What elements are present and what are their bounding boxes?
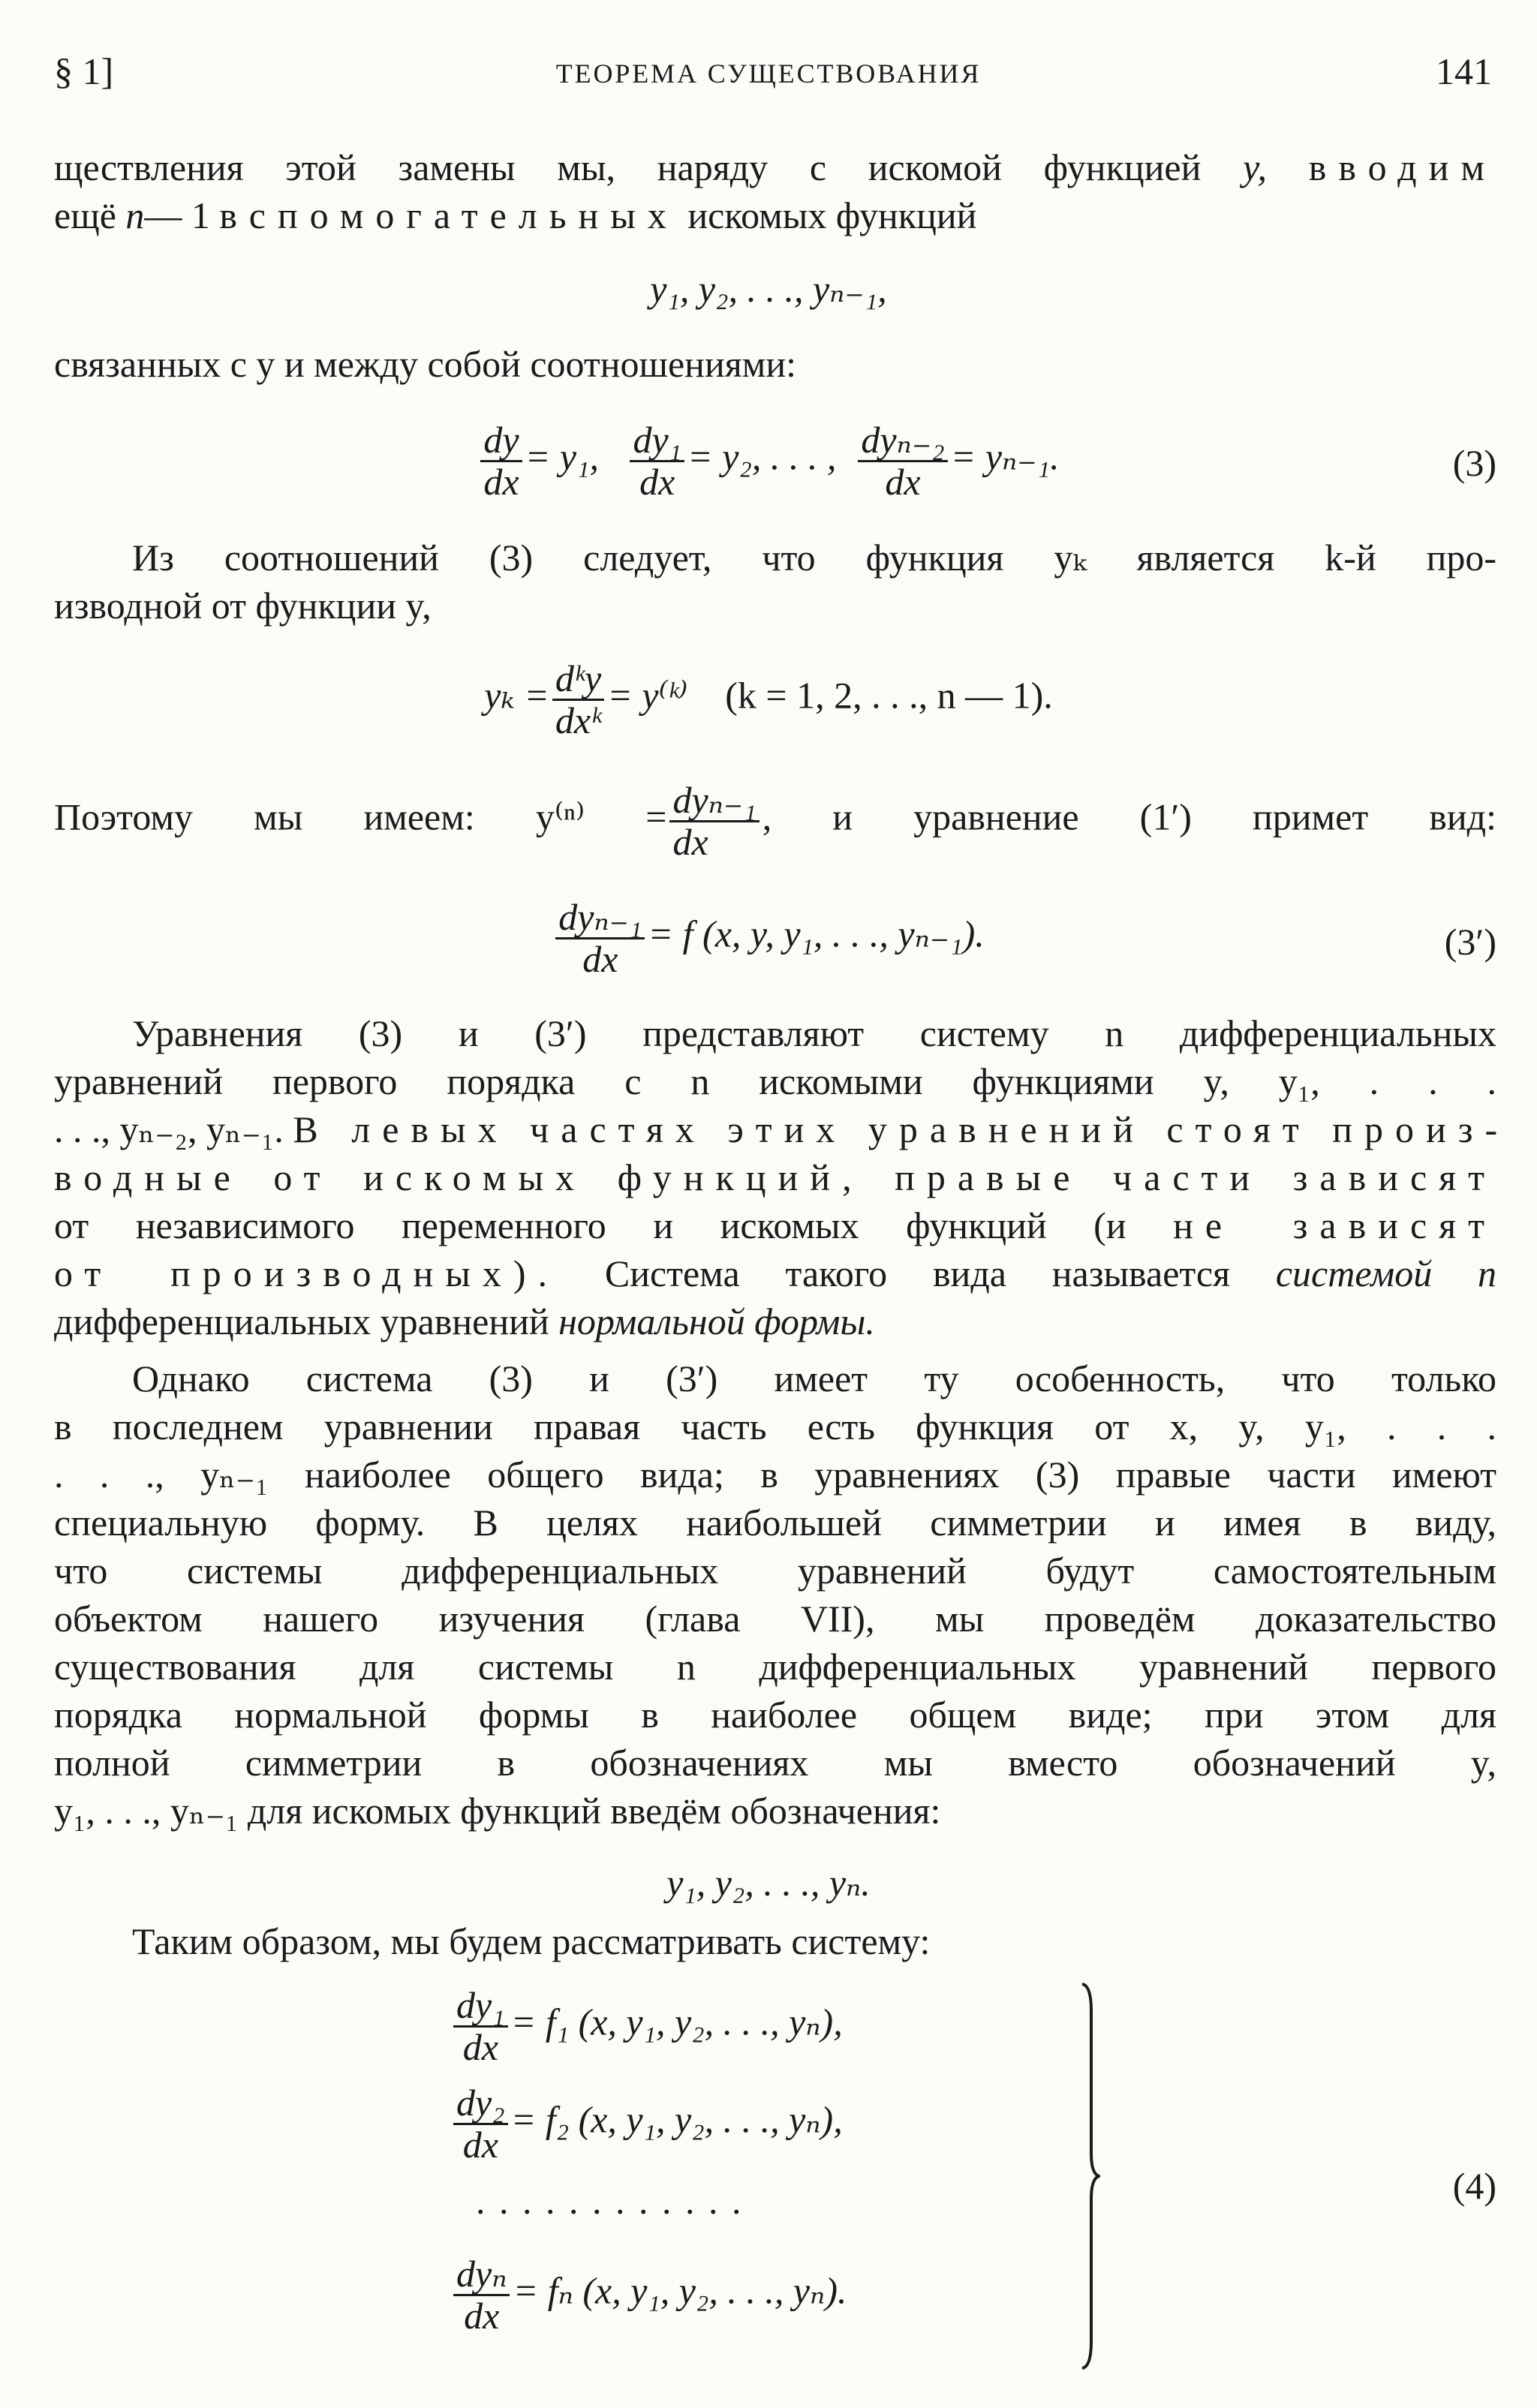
p3-line: Поэтому мы имеем: y⁽ⁿ⁾ = $\frac{\text{dyₙ₋₁}}{dx}$ , и уравнение (1′) примет вид: [54,779,1496,863]
p5-line2: в последнем уравнении правая часть есть функция от x, y, y₁, . . . [54,1405,1496,1448]
system-dots: . . . . . . . . . . . . [476,2180,744,2222]
running-title: ТЕОРЕМА СУЩЕСТВОВАНИЯ [555,59,982,89]
new-vars-formula: y₁, y₂, . . ., yₙ. [666,1862,871,1904]
p5-line4: специальную форму. В целях наибольшей симметрии и имея в виду, [54,1502,1496,1544]
p4-line1: Уравнения (3) и (3′) представляют систему n дифференциальных [132,1012,1496,1054]
p5-line10: y₁, . . ., yₙ₋₁ для искомых функций введём обозначения: [54,1790,941,1832]
p4-line4: водные от искомых функций, правые части зависят [54,1156,1496,1198]
p4-line7: дифференциальных уравнений нормальной формы. [54,1300,875,1342]
equation-3prime-label: (3′) [1444,921,1496,963]
system-brace [1081,1981,1100,2371]
p5-line3: . . ., yₙ₋₁ наиболее общего вида; в уравнениях (3) правые части имеют [54,1454,1496,1496]
page-number: 141 [1436,50,1492,92]
p5-line9: полной симметрии в обозначениях мы вместо обозначений y, [54,1742,1496,1784]
equation-3: $\frac{dy}{dx}$ = y₁, $\frac{\text{dy₁}}{dx}$ = y₂, . . . , $\frac{\text{dyₙ₋₂}}{dx}$ = yₙ₋₁. [0,420,1537,501]
p5-line1: Однако система (3) и (3′) имеет ту особенность, что только [132,1357,1496,1399]
p4-line2: уравнений первого порядка с n искомыми функциями y, y₁, . . . [54,1060,1496,1102]
p5-line6: объектом нашего изучения (глава VII), мы проведём доказательство [54,1598,1496,1640]
p1-line2: ещё n— 1 вспомогательных искомых функций [54,194,977,236]
section-ref: § 1] [54,50,114,92]
p2-line2: изводной от функции y, [54,585,432,627]
thus-line: Таким образом, мы будем рассматривать систему: [132,1920,931,1962]
equation-yk: yₖ = $\frac{\text{dᵏy}}{\text{dxᵏ}}$ = y⁽ᵏ⁾ (k = 1, 2, . . ., n — 1). [484,657,1053,741]
p4-line5: от независимого переменного и искомых функций (и не зависят [54,1204,1497,1246]
p4-line3: . . ., yₙ₋₂, yₙ₋₁. В левых частях этих уравнений стоят произ- [54,1108,1510,1150]
system-eq-2: $\frac{\text{dy₂}}{dx}$ = f₂ (x, y₁, y₂, . . ., yₙ), [450,2083,843,2164]
p2-line1: Из соотношений (3) следует, что функция yₖ является k-й про- [132,537,1496,579]
p5-line8: порядка нормальной формы в наиболее общем виде; при этом для [54,1694,1496,1736]
p5-line7: существования для системы n дифференциальных уравнений первого [54,1646,1496,1688]
p1-line1: ществления этой замены мы, наряду с искомой функцией y, вводим [54,146,1497,188]
equation-3prime: $\frac{\text{dyₙ₋₁}}{dx}$ = f (x, y, y₁, . . ., yₙ₋₁). [0,897,1537,979]
aux-functions-formula: y₁, y₂, . . ., yₙ₋₁, [650,268,887,310]
system-eq-n: $\frac{\text{dyₙ}}{dx}$ = fₙ (x, y₁, y₂, . . ., yₙ). [450,2254,847,2335]
related-line: связанных с y и между собой соотношениями: [54,343,796,385]
p5-line5: что системы дифференциальных уравнений будут самостоятельным [54,1550,1496,1592]
equation-3-label: (3) [1452,442,1496,484]
equation-4-label: (4) [1452,2165,1496,2207]
p4-line6: от производных). Система такого вида называется системой n [54,1252,1497,1294]
system-eq-1: $\frac{\text{dy₁}}{dx}$ = f₁ (x, y₁, y₂, . . ., yₙ), [450,1986,843,2067]
